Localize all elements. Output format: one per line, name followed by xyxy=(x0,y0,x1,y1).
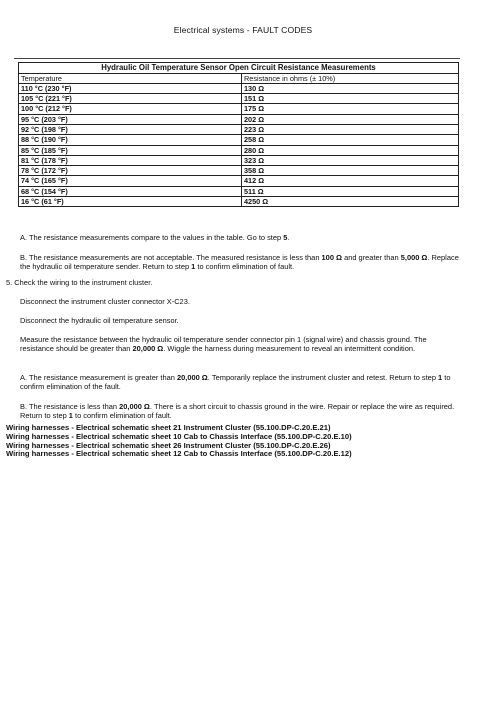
step4-outcome-b xyxy=(20,253,462,272)
step5-outcome-a xyxy=(20,373,462,392)
temperature-cell: 85 °C (185 °F) xyxy=(19,145,242,155)
header-divider xyxy=(14,58,460,59)
table-row xyxy=(19,145,459,155)
table-row xyxy=(19,186,459,196)
outcome-b-value-1: 100 Ω xyxy=(321,253,342,262)
reference-link[interactable]: Wiring harnesses - Electrical schematic sheet 21 Instrument Cluster (55.100.DP-C.20.E.21) xyxy=(6,423,331,432)
step5-paragraph-2: Disconnect the hydraulic oil temperature sensor. xyxy=(20,316,179,325)
table-row xyxy=(19,104,459,114)
table-row xyxy=(19,124,459,134)
step5-a-step: 1 xyxy=(438,373,443,382)
temperature-cell: 81 °C (178 °F) xyxy=(19,155,242,165)
step5-b-prefix: B. xyxy=(20,402,28,411)
outcome-b-text-3: . Replace the hydraulic oil temperature sender. Return to step xyxy=(20,253,459,272)
reference-link[interactable]: Wiring harnesses - Electrical schematic sheet 26 Instrument Cluster (55.100.DP-C.20.E.26) xyxy=(6,440,331,450)
temperature-cell: 95 °C (203 °F) xyxy=(19,114,242,124)
column-header-resistance: Resistance in ohms (± 10%) xyxy=(242,73,459,83)
temperature-cell: 92 °C (198 °F) xyxy=(19,124,242,134)
table-row xyxy=(19,155,459,165)
resistance-cell: 202 Ω xyxy=(242,114,459,124)
step5-b-step: 1 xyxy=(68,411,73,421)
outcome-a-prefix: A. xyxy=(20,233,28,242)
resistance-cell: 323 Ω xyxy=(242,155,459,165)
temperature-cell: 68 °C (154 °F) xyxy=(19,186,242,196)
step4-outcome-a xyxy=(20,233,460,242)
step5-a-text-3: to confirm elimination of the fault. xyxy=(20,373,451,392)
temperature-cell: 88 °C (190 °F) xyxy=(19,135,242,145)
table-row xyxy=(19,83,459,93)
outcome-b-step: 1 xyxy=(191,262,196,272)
step5-b-text-3: to confirm elimination of fault. xyxy=(75,411,172,421)
outcome-a-end: . xyxy=(287,233,290,242)
temperature-cell: 100 °C (212 °F) xyxy=(19,104,242,114)
step5-a-value: 20,000 Ω xyxy=(176,373,208,382)
step5-b-value: 20,000 Ω xyxy=(119,402,150,411)
table-row xyxy=(19,94,459,104)
temperature-cell: 110 °C (230 °F) xyxy=(19,83,242,93)
resistance-cell: 175 Ω xyxy=(242,104,459,114)
table-row xyxy=(19,176,459,186)
step5-heading xyxy=(6,278,456,287)
table-row xyxy=(19,114,459,124)
outcome-b-value-2: 5,000 Ω xyxy=(400,253,428,262)
outcome-b-text-4: to confirm elimination of fault. xyxy=(197,262,295,272)
temperature-cell: 74 °C (165 °F) xyxy=(19,176,242,186)
step5-a-text-2: . Temporarily replace the instrument cluster and retest. Return to step xyxy=(207,373,436,382)
step5-heading-text: Check the wiring to the instrument cluster. xyxy=(14,278,153,287)
outcome-a-text: The resistance measurements compare to the values in the table. Go to step xyxy=(28,233,282,242)
resistance-cell: 358 Ω xyxy=(242,166,459,176)
step5-b-text-2: . There is a short circuit to chassis ground in the wire. Repair or replace the wire as required. Return to step xyxy=(20,402,455,421)
temperature-cell: 16 °C (61 °F) xyxy=(19,197,242,207)
temperature-cell: 78 °C (172 °F) xyxy=(19,166,242,176)
column-header-temperature: Temperature xyxy=(19,73,242,83)
step5-paragraph-1: Disconnect the instrument cluster connector X-C23. xyxy=(20,297,190,306)
p3-text-2: . Wiggle the harness during measurement to reveal an intermittent condition. xyxy=(163,344,416,354)
resistance-cell: 151 Ω xyxy=(242,94,459,104)
step5-a-prefix: A. xyxy=(20,373,28,382)
resistance-cell: 130 Ω xyxy=(242,83,459,93)
references-list xyxy=(6,424,352,459)
outcome-a-step-link: 5 xyxy=(283,233,288,242)
step5-a-text-1: The resistance measurement is greater than xyxy=(28,373,175,382)
outcome-b-prefix: B. xyxy=(20,253,28,262)
step5-b-text-1: The resistance is less than xyxy=(28,402,118,411)
step5-paragraph-3 xyxy=(20,335,462,354)
step5-outcome-b xyxy=(20,402,468,421)
resistance-table xyxy=(18,62,459,207)
resistance-cell: 223 Ω xyxy=(242,124,459,134)
page-header: Electrical systems - FAULT CODES xyxy=(173,25,313,35)
table-body xyxy=(19,83,459,207)
p3-value: 20,000 Ω xyxy=(132,344,164,354)
reference-link[interactable]: Wiring harnesses - Electrical schematic sheet 12 Cab to Chassis Interface (55.100.DP-C.20.E.12) xyxy=(6,449,352,459)
table-row xyxy=(19,166,459,176)
reference-link[interactable]: Wiring harnesses - Electrical schematic sheet 10 Cab to Chassis Interface (55.100.DP-C.20.E.10) xyxy=(6,431,352,441)
step5-number: 5. xyxy=(6,278,13,287)
table-row xyxy=(19,135,459,145)
p3-text-1: Measure the resistance between the hydraulic oil temperature sender connector pin 1 (signal wire) and chassis ground. The resistance should be greater than xyxy=(20,335,427,354)
temperature-cell: 105 °C (221 °F) xyxy=(19,94,242,104)
outcome-b-text-1: The resistance measurements are not acceptable. The measured resistance is less than xyxy=(28,253,320,262)
table-row xyxy=(19,197,459,207)
resistance-cell: 280 Ω xyxy=(242,145,459,155)
resistance-cell: 511 Ω xyxy=(242,186,459,196)
resistance-cell: 4250 Ω xyxy=(242,197,459,207)
outcome-b-text-2: and greater than xyxy=(344,253,399,262)
table-title: Hydraulic Oil Temperature Sensor Open Circuit Resistance Measurements xyxy=(19,63,459,74)
resistance-cell: 258 Ω xyxy=(242,135,459,145)
resistance-cell: 412 Ω xyxy=(242,176,459,186)
